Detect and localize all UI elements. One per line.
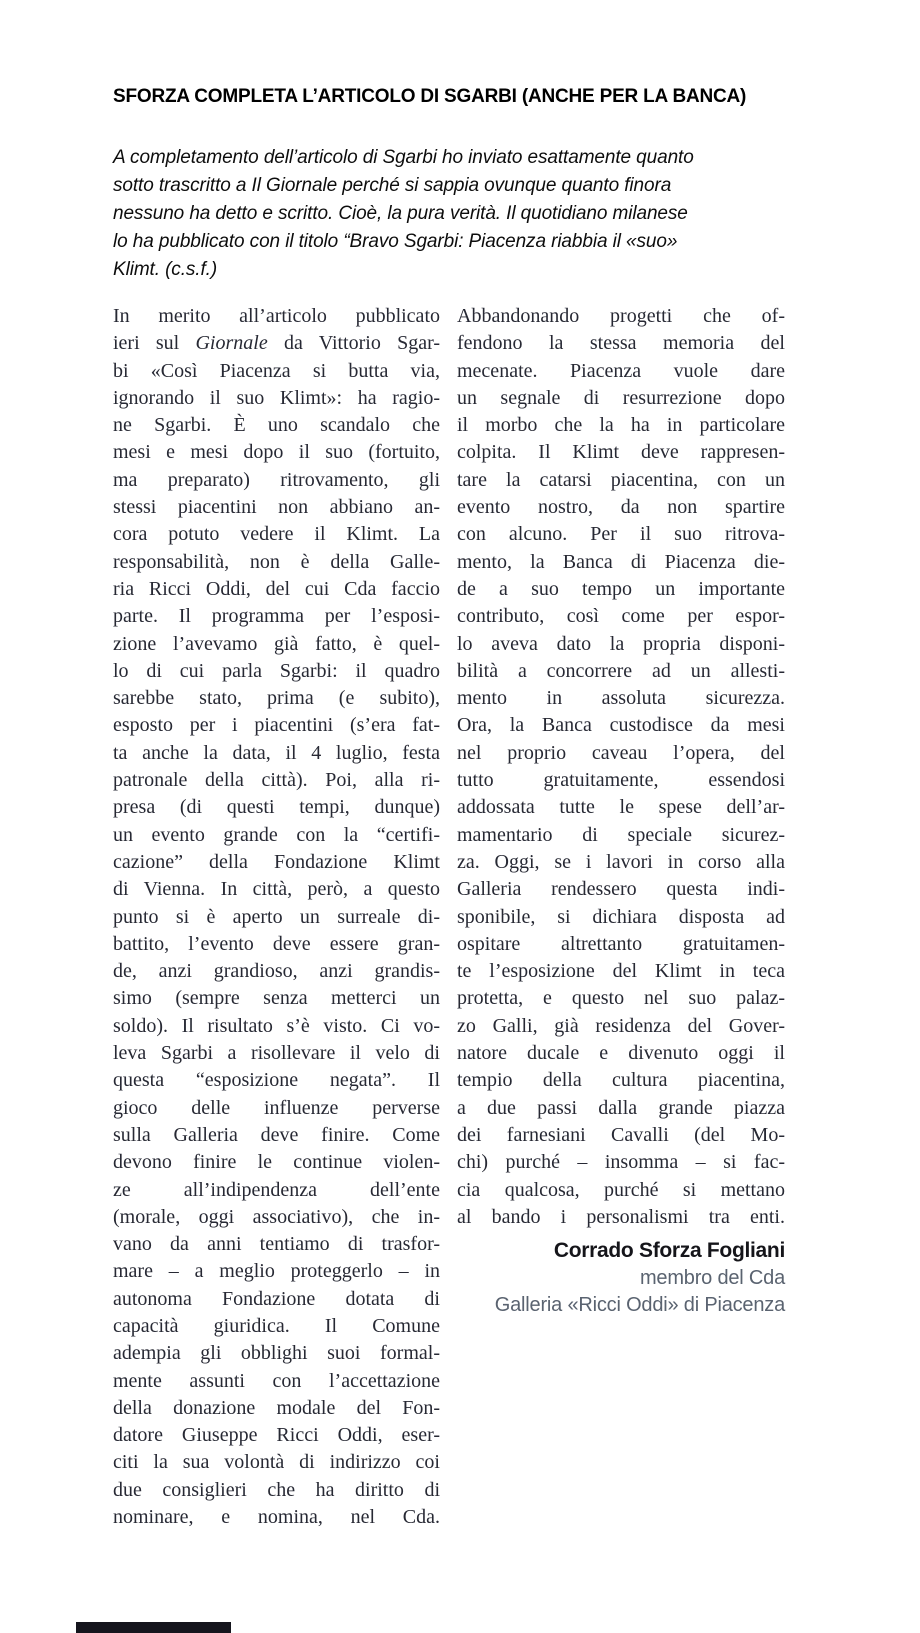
text-line: mamentario di speciale sicurez- bbox=[457, 823, 785, 846]
text-line: esposto per i piacentini (s’era fat- bbox=[113, 714, 440, 737]
text-line: natore ducale e divenuto oggi il bbox=[457, 1042, 785, 1065]
text-line: simo (sempre senza metterci un bbox=[113, 987, 440, 1010]
text-line: te l’esposizione del Klimt in teca bbox=[457, 960, 785, 983]
text-line: cazione” della Fondazione Klimt bbox=[113, 850, 440, 873]
text-line: devono finire le continue violen- bbox=[113, 1151, 440, 1174]
text-line: colpita. Il Klimt deve rappresen- bbox=[457, 441, 785, 464]
text-line: protetta, e questo nel suo palaz- bbox=[457, 987, 785, 1010]
text-line: della donazione modale del Fon- bbox=[113, 1396, 440, 1419]
text-line: citi la sua volontà di indirizzo coi bbox=[113, 1451, 440, 1474]
text-line: mento in assoluta sicurezza. bbox=[457, 687, 785, 710]
text-line: sponibile, si dichiara disposta ad bbox=[457, 905, 785, 928]
text-line: ignorando il suo Klimt»: ha ragio- bbox=[113, 386, 440, 409]
text-line: mente assunti con l’accettazione bbox=[113, 1369, 440, 1392]
text-line: stessi piacentini non abbiano an- bbox=[113, 496, 440, 519]
text-line: di Vienna. In città, però, a questo bbox=[113, 878, 440, 901]
text-line: bi «Così Piacenza si butta via, bbox=[113, 359, 440, 382]
text-line: Galleria rendessero questa indi- bbox=[457, 878, 785, 901]
scan-artifact-bar bbox=[76, 1622, 231, 1633]
text-line: de a suo tempo un importante bbox=[457, 577, 785, 600]
text-line: ne Sgarbi. È uno scandalo che bbox=[113, 414, 440, 437]
text-line: zo Galli, già residenza del Gover- bbox=[457, 1014, 785, 1037]
signature-org: Galleria «Ricci Oddi» di Piacenza bbox=[494, 1294, 785, 1317]
text-line: nel proprio caveau l’opera, del bbox=[457, 741, 785, 764]
text-line: questa “esposizione negata”. Il bbox=[113, 1069, 440, 1092]
text-line: un evento grande con la “certifi- bbox=[113, 823, 440, 846]
text-line: punto si è aperto un surreale di- bbox=[113, 905, 440, 928]
text-line: sarebbe stato, prima (e subito), bbox=[113, 687, 440, 710]
text-line: cora potuto vedere il Klimt. La bbox=[113, 523, 440, 546]
text-line: mecenate. Piacenza vuole dare bbox=[457, 359, 785, 382]
text-line: al bando i personalismi tra enti. bbox=[457, 1205, 785, 1228]
text-line: sulla Galleria deve finire. Come bbox=[113, 1123, 440, 1146]
text-line: lo aveva dato la propria disponi- bbox=[457, 632, 785, 655]
text-line: due consiglieri che ha diritto di bbox=[113, 1478, 440, 1501]
text-line: contributo, così come per espor- bbox=[457, 605, 785, 628]
signature-name: Corrado Sforza Fogliani bbox=[553, 1239, 785, 1263]
text-line: datore Giuseppe Ricci Oddi, eser- bbox=[113, 1424, 440, 1447]
text-line: tempio della cultura piacentina, bbox=[457, 1069, 785, 1092]
text-line: sotto trascritto a Il Giornale perché si sappia ovunque quanto finora bbox=[113, 175, 672, 196]
intro-paragraph bbox=[113, 144, 773, 284]
text-line: Abbandonando progetti che of- bbox=[457, 305, 785, 327]
text-line: tutto gratuitamente, essendosi bbox=[457, 769, 785, 792]
text-line: nominare, e nomina, nel Cda. bbox=[113, 1506, 440, 1529]
text-line: adempia gli obblighi suoi formal- bbox=[113, 1342, 440, 1365]
text-line: Klimt. (c.s.f.) bbox=[113, 259, 218, 280]
text-line: leva Sgarbi a risollevare il velo di bbox=[113, 1042, 440, 1065]
text-line: mento, la Banca di Piacenza die- bbox=[457, 550, 785, 573]
text-line: battito, l’evento deve essere gran- bbox=[113, 932, 440, 955]
text-line: mesi e mesi dopo il suo (fortuito, bbox=[113, 441, 440, 464]
text-line: un segnale di resurrezione dopo bbox=[457, 386, 785, 409]
text-line: A completamento dell’articolo di Sgarbi ho inviato esattamente quanto bbox=[113, 147, 694, 168]
text-line: cia qualcosa, purché si mettano bbox=[457, 1178, 785, 1201]
text-line: presa (di questi tempi, dunque) bbox=[113, 796, 440, 819]
text-line: In merito all’articolo pubblicato bbox=[113, 305, 440, 327]
text-line: (morale, oggi associativo), che in- bbox=[113, 1205, 440, 1228]
text-line: ieri sul Giornale da Vittorio Sgar- bbox=[113, 332, 440, 355]
text-line: patronale della città). Poi, alla ri- bbox=[113, 769, 440, 792]
text-line: ze all’indipendenza dell’ente bbox=[113, 1178, 440, 1201]
text-line: ospitare altrettanto gratuitamen- bbox=[457, 932, 785, 955]
text-line: nessuno ha detto e scritto. Cioè, la pura verità. Il quotidiano milanese bbox=[113, 203, 688, 224]
article-column-left bbox=[113, 303, 440, 1531]
text-line: parte. Il programma per l’esposi- bbox=[113, 605, 440, 628]
text-line: il morbo che la ha in particolare bbox=[457, 414, 785, 437]
text-line: autonoma Fondazione dotata di bbox=[113, 1287, 440, 1310]
text-line: soldo). Il risultato s’è visto. Ci vo- bbox=[113, 1014, 440, 1037]
text-line: za. Oggi, se i lavori in corso alla bbox=[457, 850, 785, 873]
article-column-right bbox=[457, 303, 785, 1319]
text-line: lo di cui parla Sgarbi: il quadro bbox=[113, 659, 440, 682]
text-line: ma preparato) ritrovamento, gli bbox=[113, 468, 440, 491]
text-line: gioco delle influenze perverse bbox=[113, 1096, 440, 1119]
text-line: con alcuno. Per il suo ritrova- bbox=[457, 523, 785, 546]
article-column-right-text bbox=[457, 303, 785, 1231]
text-line: Ora, la Banca custodisce da mesi bbox=[457, 714, 785, 737]
text-line: zione l’avevamo già fatto, è quel- bbox=[113, 632, 440, 655]
article-title: SFORZA COMPLETA L’ARTICOLO DI SGARBI (ANCHE PER LA BANCA) bbox=[113, 86, 747, 107]
text-line: capacità giuridica. Il Comune bbox=[113, 1314, 440, 1337]
text-line: addossata tutte le spese dell’ar- bbox=[457, 796, 785, 819]
text-line: lo ha pubblicato con il titolo “Bravo Sgarbi: Piacenza riabbia il «suo» bbox=[113, 231, 678, 252]
signature-block bbox=[457, 1236, 785, 1319]
text-line: tare la catarsi piacentina, con un bbox=[457, 468, 785, 491]
text-line: responsabilità, non è della Galle- bbox=[113, 550, 440, 573]
text-line: de, anzi grandioso, anzi grandis- bbox=[113, 960, 440, 983]
text-line: chi) purché – insomma – si fac- bbox=[457, 1151, 785, 1174]
text-line: dei farnesiani Cavalli (del Mo- bbox=[457, 1123, 785, 1146]
text-line: a due passi dalla grande piazza bbox=[457, 1096, 785, 1119]
text-line: bilità a concorrere ad un allesti- bbox=[457, 659, 785, 682]
text-line: ria Ricci Oddi, del cui Cda faccio bbox=[113, 577, 440, 600]
text-line: ta anche la data, il 4 luglio, festa bbox=[113, 741, 440, 764]
text-line: evento nostro, da non spartire bbox=[457, 496, 785, 519]
signature-role: membro del Cda bbox=[639, 1267, 785, 1290]
text-line: mare – a meglio proteggerlo – in bbox=[113, 1260, 440, 1283]
text-line: fendono la stessa memoria del bbox=[457, 332, 785, 355]
text-line: vano da anni tentiamo di trasfor- bbox=[113, 1233, 440, 1256]
